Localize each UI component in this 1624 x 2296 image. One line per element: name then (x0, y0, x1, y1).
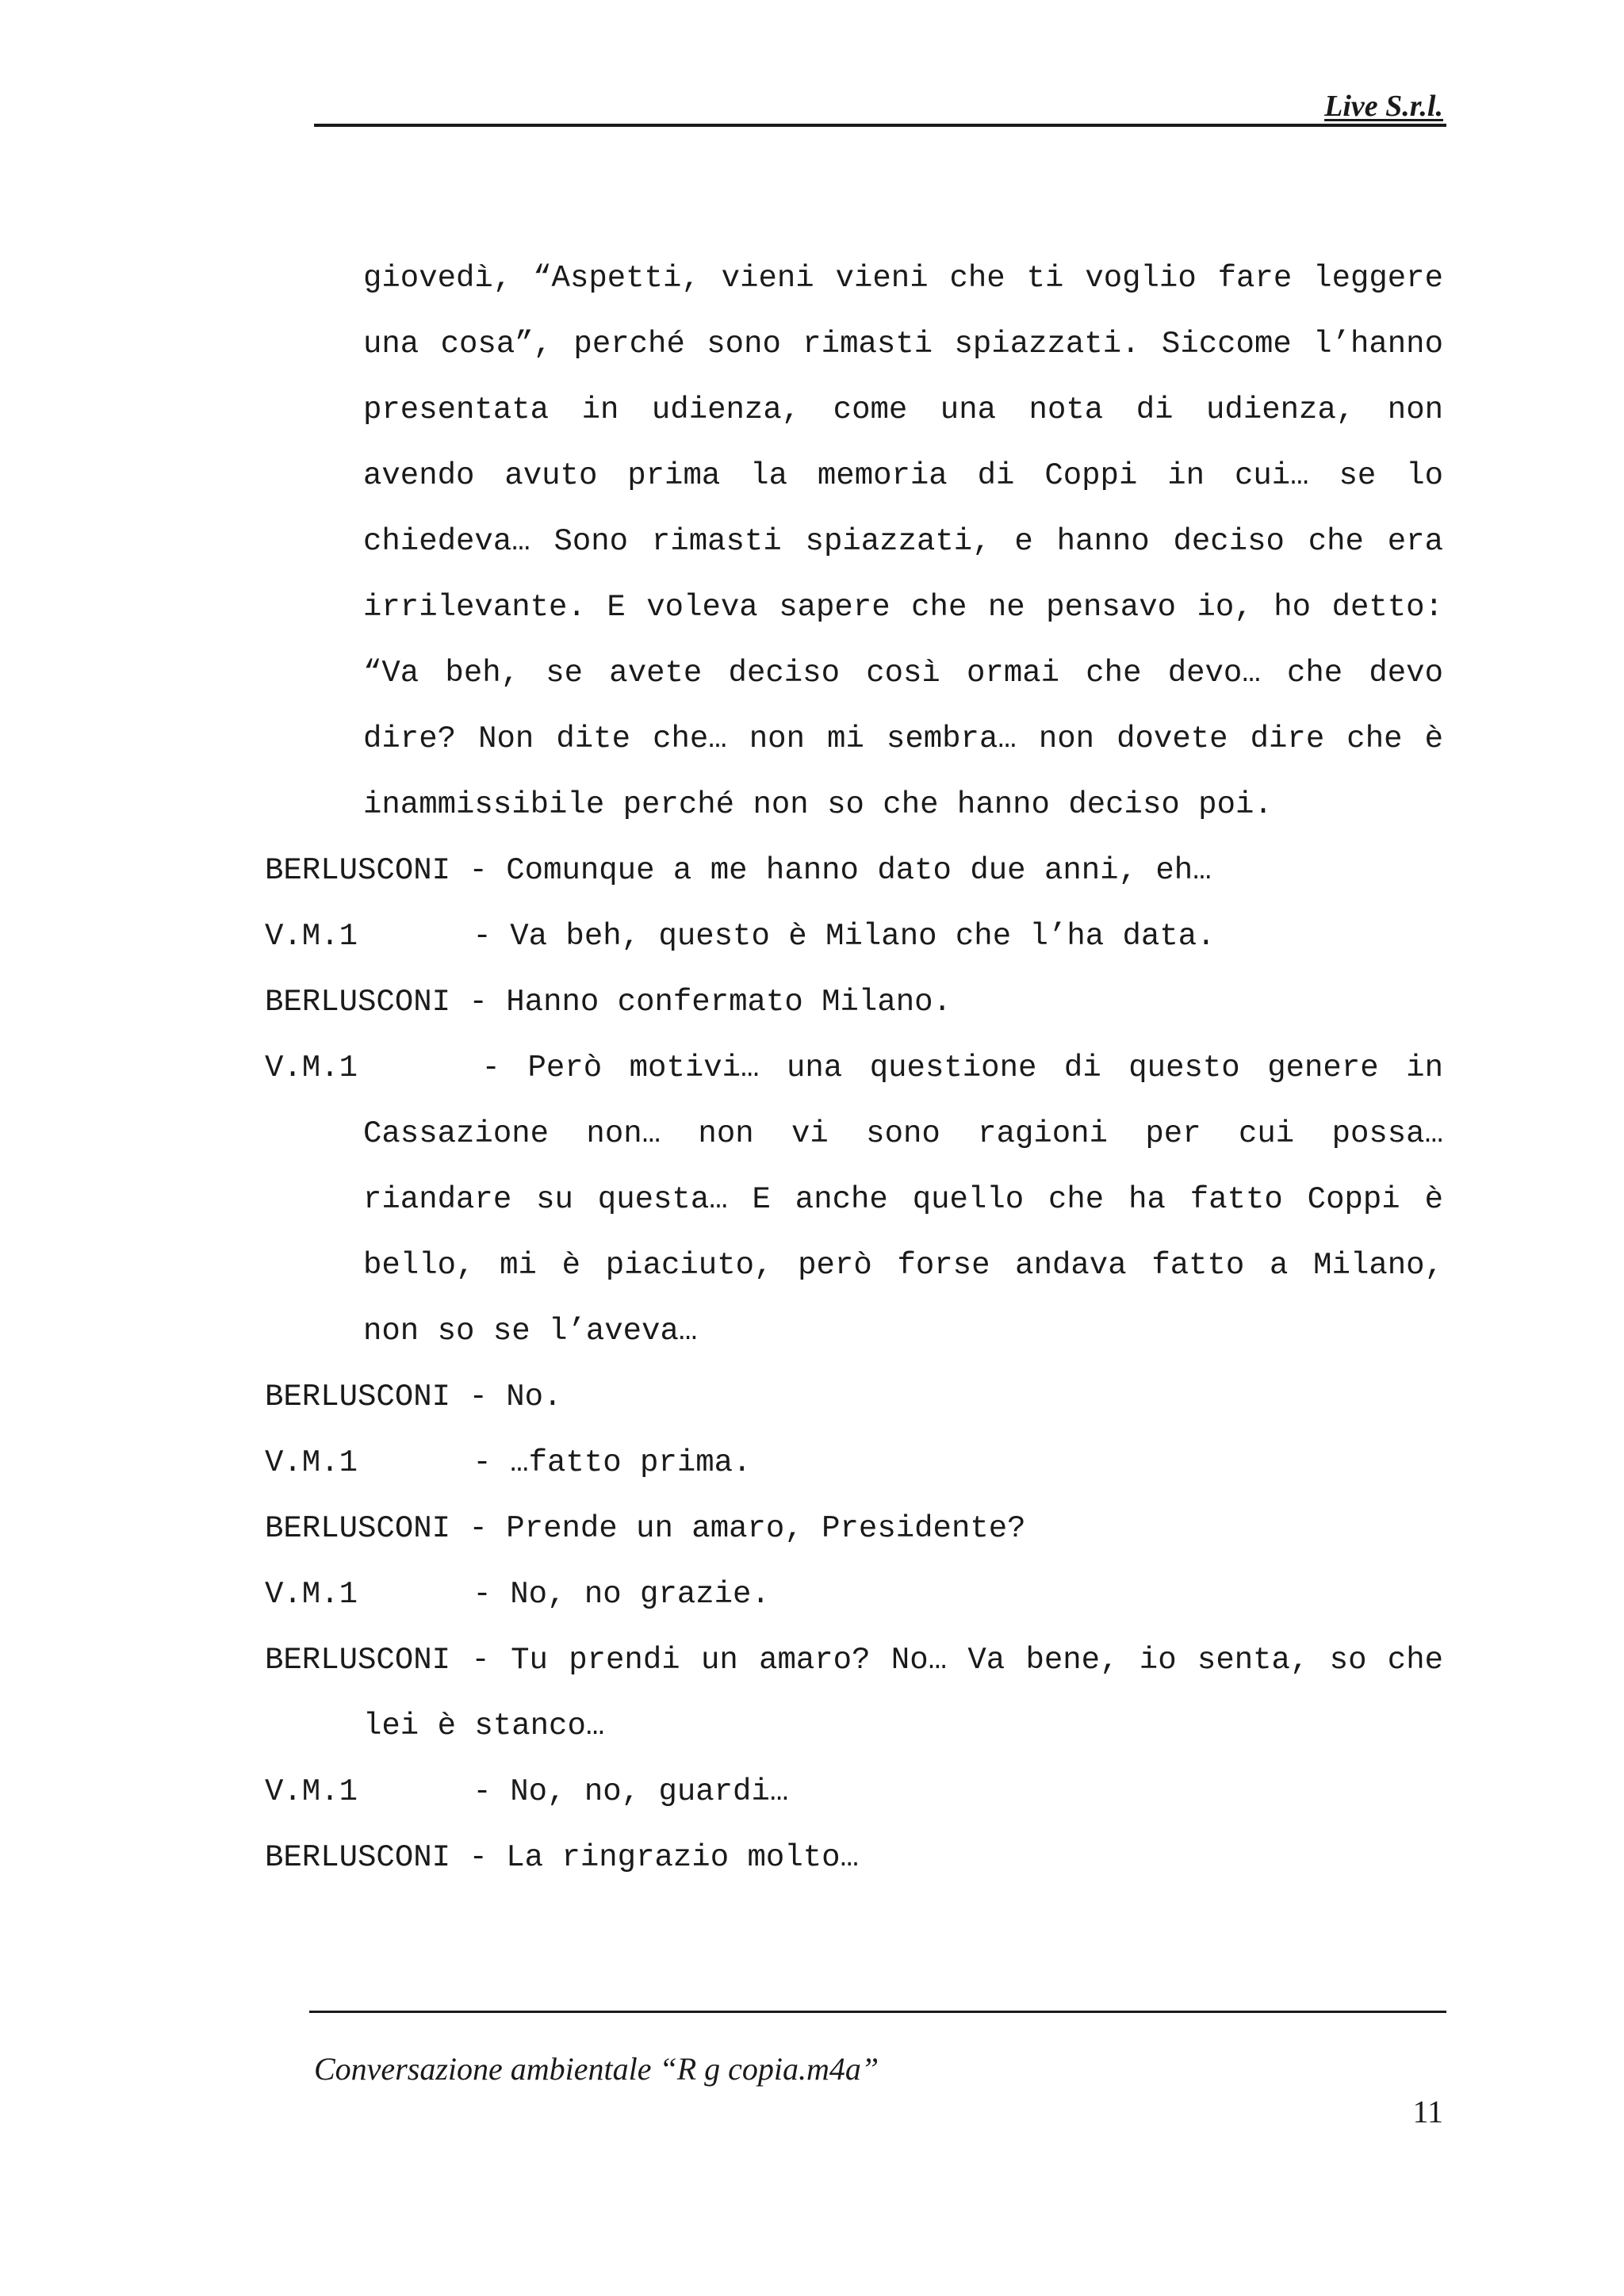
header-title: Live S.r.l. (1324, 90, 1443, 123)
transcript-line (265, 1430, 1443, 1496)
speaker-name: V.M.1 (265, 919, 358, 954)
transcript-line (265, 838, 1443, 904)
speech-text: - Tu prendi un amaro? No… Va bene, io senta, so che lei è stanco… (363, 1643, 1443, 1743)
speaker-name: BERLUSCONI (265, 1511, 451, 1546)
transcript-line (265, 904, 1443, 970)
transcript-line (265, 970, 1443, 1035)
speech-text: - Hanno confermato Milano. (450, 985, 952, 1020)
page-number: 11 (1412, 2094, 1443, 2130)
speech-text: - No, no grazie. (454, 1577, 770, 1612)
speaker-name: BERLUSCONI (265, 1840, 451, 1875)
speech-text: - Però motivi… una questione di questo genere in Cassazione non… non vi sono ragioni per cui possa… riandare su questa… E anche quello che ha fatto Coppi è bello, mi è piaciuto, però forse andava fatto a Milano, non so se l’aveva… (363, 1050, 1443, 1349)
speaker-name: BERLUSCONI (265, 853, 451, 888)
continuation-paragraph: giovedì, “Aspetti, vieni vieni che ti voglio fare leggere una cosa”, perché sono rimasti spiazzati. Siccome l’hanno presentata in udienza, come una nota di udienza, non avendo avuto prima la memoria di Coppi in cui… se lo chiedeva… Sono rimasti spiazzati, e hanno deciso che era irrilevante. E voleva sapere che ne pensavo io, ho detto: “Va beh, se avete deciso così ormai che devo… che devo dire? Non dite che… non mi sembra… non dovete dire che è inammissibile perché non so che hanno deciso poi. (363, 261, 1443, 822)
transcript-line (265, 1562, 1443, 1628)
footer-caption: Conversazione ambientale “R g copia.m4a” (314, 2051, 879, 2087)
transcript-body (265, 246, 1443, 1891)
speech-text: - No, no, guardi… (454, 1774, 789, 1809)
speech-text: - Comunque a me hanno dato due anni, eh… (450, 853, 1212, 888)
speech-text: - Prende un amaro, Presidente? (450, 1511, 1026, 1546)
speech-text: - …fatto prima. (454, 1445, 752, 1480)
header-rule (314, 124, 1446, 127)
footer-rule (309, 2011, 1446, 2013)
speaker-name: BERLUSCONI (265, 985, 451, 1020)
speaker-name: V.M.1 (265, 1445, 358, 1480)
transcript-line (265, 1364, 1443, 1430)
speaker-name: BERLUSCONI (265, 1643, 451, 1678)
transcript-line (265, 1759, 1443, 1825)
speech-text: - No. (450, 1380, 562, 1414)
transcript-line (265, 1628, 1443, 1759)
speaker-name: V.M.1 (265, 1050, 358, 1085)
transcript-line (265, 1035, 1443, 1364)
speaker-name: V.M.1 (265, 1774, 358, 1809)
speech-text: - La ringrazio molto… (450, 1840, 859, 1875)
speech-text: - Va beh, questo è Milano che l’ha data. (454, 919, 1216, 954)
speaker-name: V.M.1 (265, 1577, 358, 1612)
transcript-line (265, 1825, 1443, 1891)
transcript-line (265, 1496, 1443, 1562)
speaker-name: BERLUSCONI (265, 1380, 451, 1414)
